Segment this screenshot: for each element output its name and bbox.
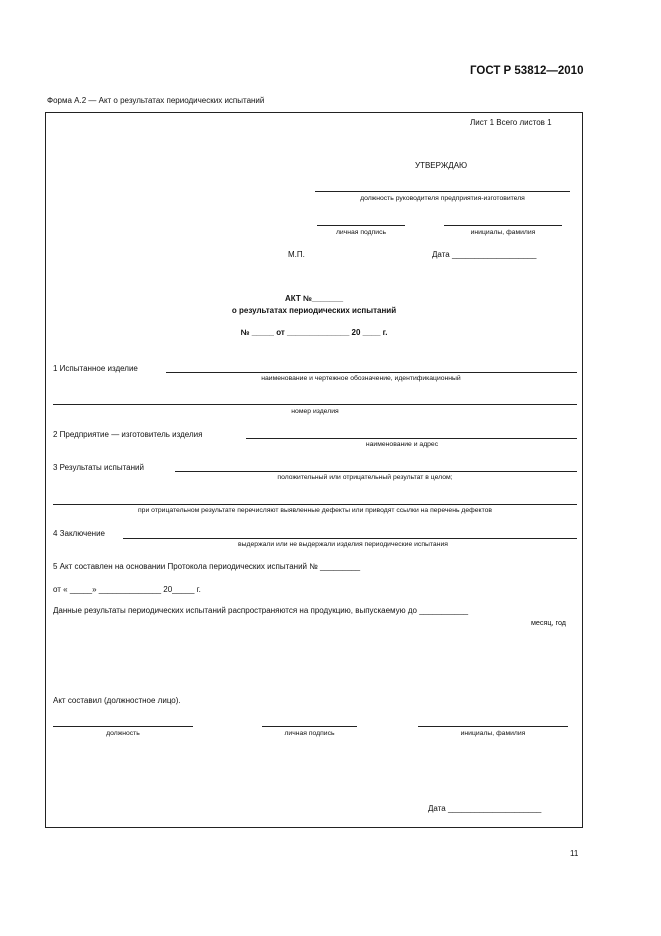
approval-title: УТВЕРЖДАЮ [415,161,468,170]
signature-line [317,225,405,226]
item1-line2 [53,404,577,405]
validity-text: Данные результаты периодических испытаний распространяются на продукцию, выпускаемую до ___________ [53,606,469,615]
approval-date: Дата ___________________ [432,250,537,259]
item2-caption: наименование и адрес [365,441,439,448]
item4-label: 4 Заключение [53,529,105,538]
item3-line [175,471,577,472]
signatures-intro: Акт составил (должностное лицо). [53,696,181,705]
item2-line [246,438,577,439]
item1-line [166,372,577,373]
item4-line [123,538,577,539]
item1-label: 1 Испытанное изделие [53,364,138,373]
item3-line2 [53,504,577,505]
signature-caption: личная подпись [335,229,387,236]
form-caption: Форма А.2 — Акт о результатах периодических испытаний [47,96,265,105]
item1-caption2: номер изделия [291,408,339,415]
validity-caption: месяц, год [530,618,566,627]
act-title: АКТ №_______ [284,294,344,303]
standard-number: ГОСТ Р 53812—2010 [470,65,584,77]
position-caption: должность руководителя предприятия-изготовителя [360,195,525,202]
signatures-date: Дата _____________________ [428,804,542,813]
sig-initials-line [418,726,568,727]
page-number: 11 [570,849,579,858]
item3-label: 3 Результаты испытаний [53,463,144,472]
sig-initials-caption: инициалы, фамилия [460,730,526,737]
stamp-label: М.П. [288,250,305,259]
sig-signature-line [262,726,357,727]
initials-line [444,225,562,226]
item5-text: 5 Акт составлен на основании Протокола периодических испытаний № _________ [53,562,361,571]
act-subtitle: о результатах периодических испытаний [231,306,397,315]
item2-label: 2 Предприятие — изготовитель изделия [53,430,203,439]
sig-signature-caption: личная подпись [284,730,335,737]
item3-caption: положительный или отрицательный результат в целом; [277,474,453,481]
item3-caption2: при отрицательном результате перечисляют выявленные дефекты или приводят ссылки на перечень дефектов [138,507,492,514]
sig-position-line [53,726,193,727]
item1-caption: наименование и чертежное обозначение, идентификационный [261,375,461,382]
sheet-count: Лист 1 Всего листов 1 [470,118,552,127]
item5-date: от « _____» ______________ 20_____ г. [53,585,201,594]
position-line [315,191,570,192]
item4-caption: выдержали или не выдержали изделия периодические испытания [238,541,448,548]
act-number-line: № _____ от ______________ 20 ____ г. [240,328,388,337]
sig-position-caption: должность [106,730,140,737]
initials-caption: инициалы, фамилия [470,229,536,236]
